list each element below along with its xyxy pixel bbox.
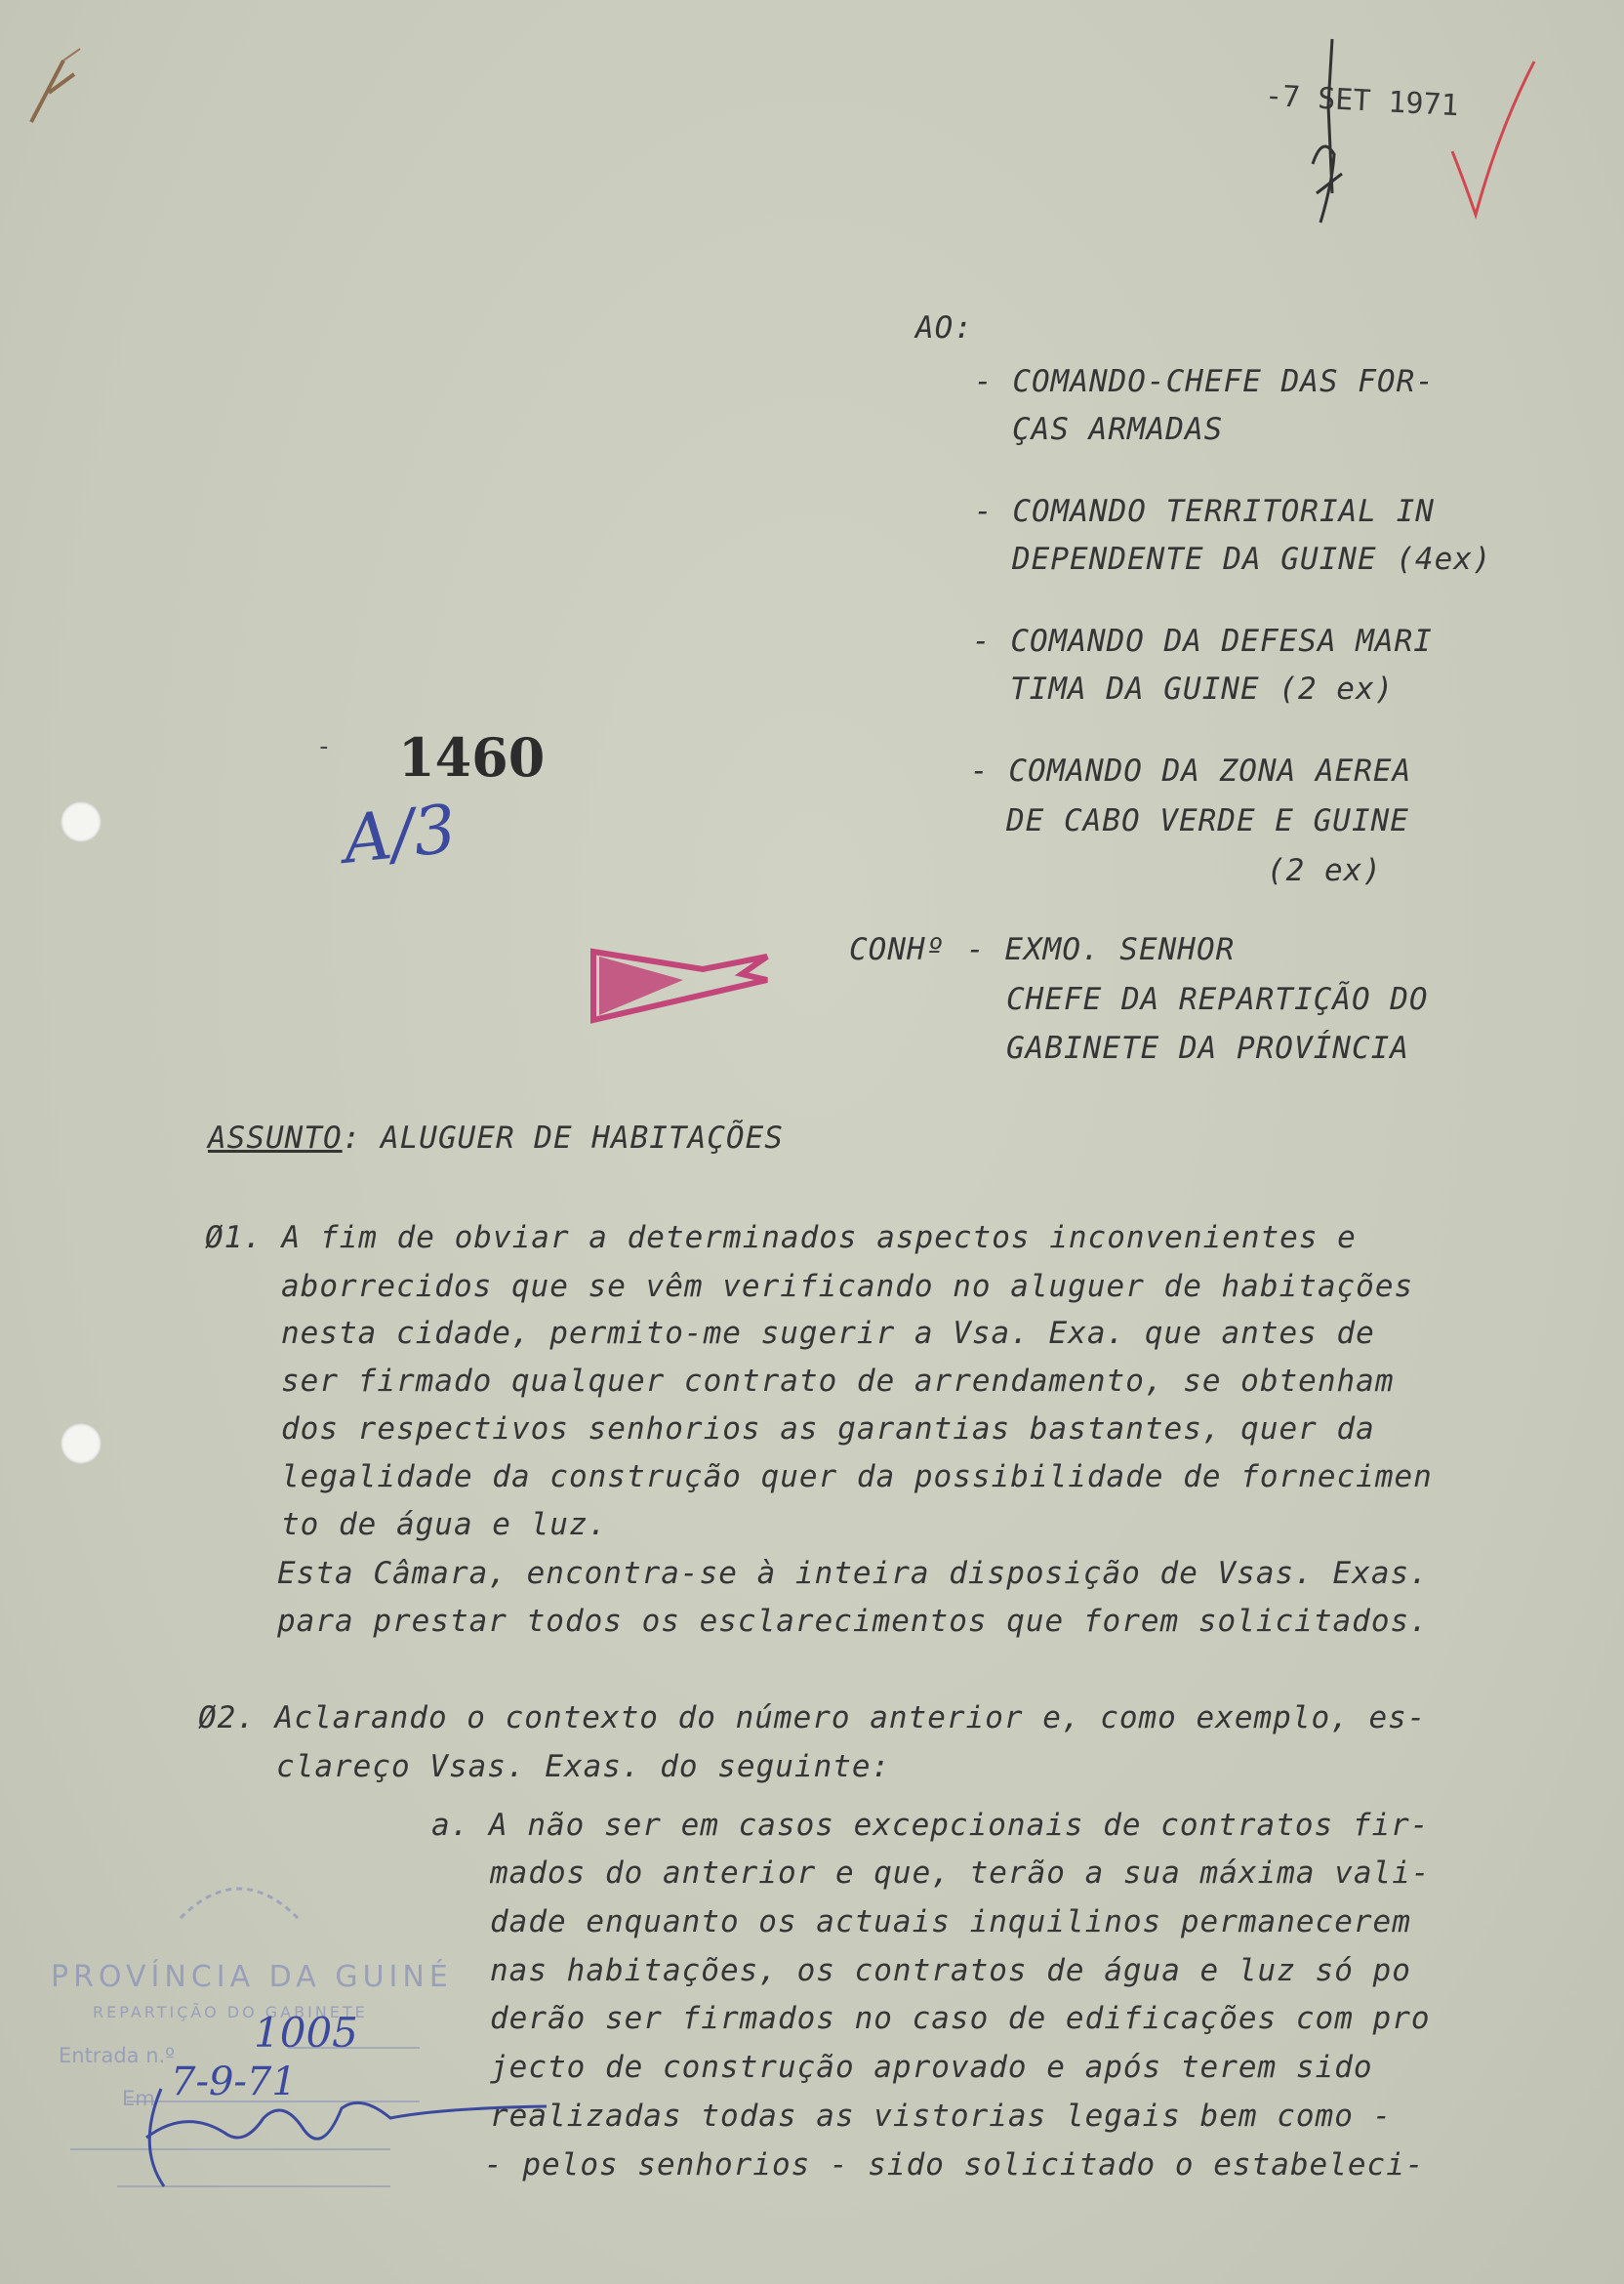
handwritten-code: A/3 xyxy=(340,791,461,879)
body-line: Ø1. A fim de obviar a determinados aspectos inconvenientes e xyxy=(205,1220,1357,1255)
body-line: mados do anterior e que, terão a sua máxima vali- xyxy=(490,1856,1431,1891)
body-line: to de água e luz. xyxy=(281,1507,608,1542)
recipient-line: - COMANDO DA DEFESA MARI xyxy=(972,624,1433,659)
recipient-line: ÇAS ARMADAS xyxy=(1012,412,1224,447)
staple-mark xyxy=(20,39,107,137)
subject-line xyxy=(208,1121,784,1156)
body-line: legalidade da construção quer da possibilidade de fornecimen xyxy=(281,1459,1433,1494)
body-line: - pelos senhorios - sido solicitado o estabeleci- xyxy=(484,2147,1425,2182)
stamp-em-label: Em xyxy=(122,2087,155,2110)
recipient-line: - COMANDO-CHEFE DAS FOR- xyxy=(974,364,1435,399)
punch-hole-top xyxy=(61,801,102,842)
recipient-line: (2 ex) xyxy=(1267,853,1382,888)
body-line: Esta Câmara, encontra-se à inteira disposição de Vsas. Exas. xyxy=(277,1556,1429,1591)
body-line: aborrecidos que se vêm verificando no aluguer de habitações xyxy=(281,1269,1414,1304)
body-line: a. A não ser em casos excepcionais de contratos fir- xyxy=(431,1808,1430,1843)
body-line: dade enquanto os actuais inquilinos permanecerem xyxy=(490,1904,1411,1939)
conhecimento-label: CONHº xyxy=(849,932,946,967)
conhecimento-line: - EXMO. SENHOR xyxy=(966,932,1236,967)
stamp-entrada-number: 1005 xyxy=(254,2009,358,2057)
recipient-line: - COMANDO DA ZONA AEREA xyxy=(970,754,1412,789)
body-line: jecto de construção aprovado e após terem sido xyxy=(490,2050,1373,2085)
recipient-line: DE CABO VERDE E GUINE xyxy=(1006,803,1409,838)
body-line: nesta cidade, permito-me sugerir a Vsa. Exa. que antes de xyxy=(281,1316,1375,1351)
recipient-line: - COMANDO TERRITORIAL IN xyxy=(974,494,1435,529)
subject-label: ASSUNTO xyxy=(208,1121,343,1156)
body-line: para prestar todos os esclarecimentos que forem solicitados. xyxy=(277,1604,1429,1639)
stamp-entrada-label: Entrada n.º xyxy=(59,2044,176,2067)
body-line: derão ser firmados no caso de edificações com pro xyxy=(490,2001,1431,2036)
stamp-lines-and-signature xyxy=(68,2001,576,2196)
reference-number: 1460 xyxy=(398,726,546,789)
body-line: realizadas todas as vistorias legais bem como - xyxy=(490,2099,1393,2134)
body-line: clareço Vsas. Exas. do seguinte: xyxy=(276,1749,891,1784)
body-line: dos respectivos senhorios as garantias bastantes, quer da xyxy=(281,1411,1375,1447)
recipient-ao-label: AO: xyxy=(915,310,973,346)
conhecimento-line: CHEFE DA REPARTIÇÃO DO xyxy=(1006,982,1429,1017)
conhecimento-line: GABINETE DA PROVÍNCIA xyxy=(1006,1031,1409,1066)
stamp-entry-date: 7-9-71 xyxy=(171,2060,297,2104)
recipient-line: TIMA DA GUINE (2 ex) xyxy=(1010,672,1395,707)
stamp-province-text: PROVÍNCIA DA GUINÉ xyxy=(51,1960,453,1994)
reference-dash: - xyxy=(316,732,332,761)
subject-text: : ALUGUER DE HABITAÇÕES xyxy=(342,1121,784,1156)
stamp-arc-icon xyxy=(171,1864,307,1923)
recipient-line: DEPENDENTE DA GUINE (4ex) xyxy=(1012,542,1492,577)
red-check-mark xyxy=(1444,54,1542,229)
body-line: nas habitações, os contratos de água e luz só po xyxy=(490,1953,1411,1988)
body-line: ser firmado qualquer contrato de arrendamento, se obtenham xyxy=(281,1364,1395,1399)
body-line: Ø2. Aclarando o contexto do número anterior e, como exemplo, es- xyxy=(198,1700,1427,1735)
arrow-stamp-icon xyxy=(586,937,776,1025)
initials-signature-mark xyxy=(1293,37,1361,242)
received-date-stamp: -7 SET 1971 xyxy=(1264,78,1460,124)
stamp-department-text: REPARTIÇÃO DO GABINETE xyxy=(93,2003,368,2021)
punch-hole-bottom xyxy=(61,1423,102,1464)
